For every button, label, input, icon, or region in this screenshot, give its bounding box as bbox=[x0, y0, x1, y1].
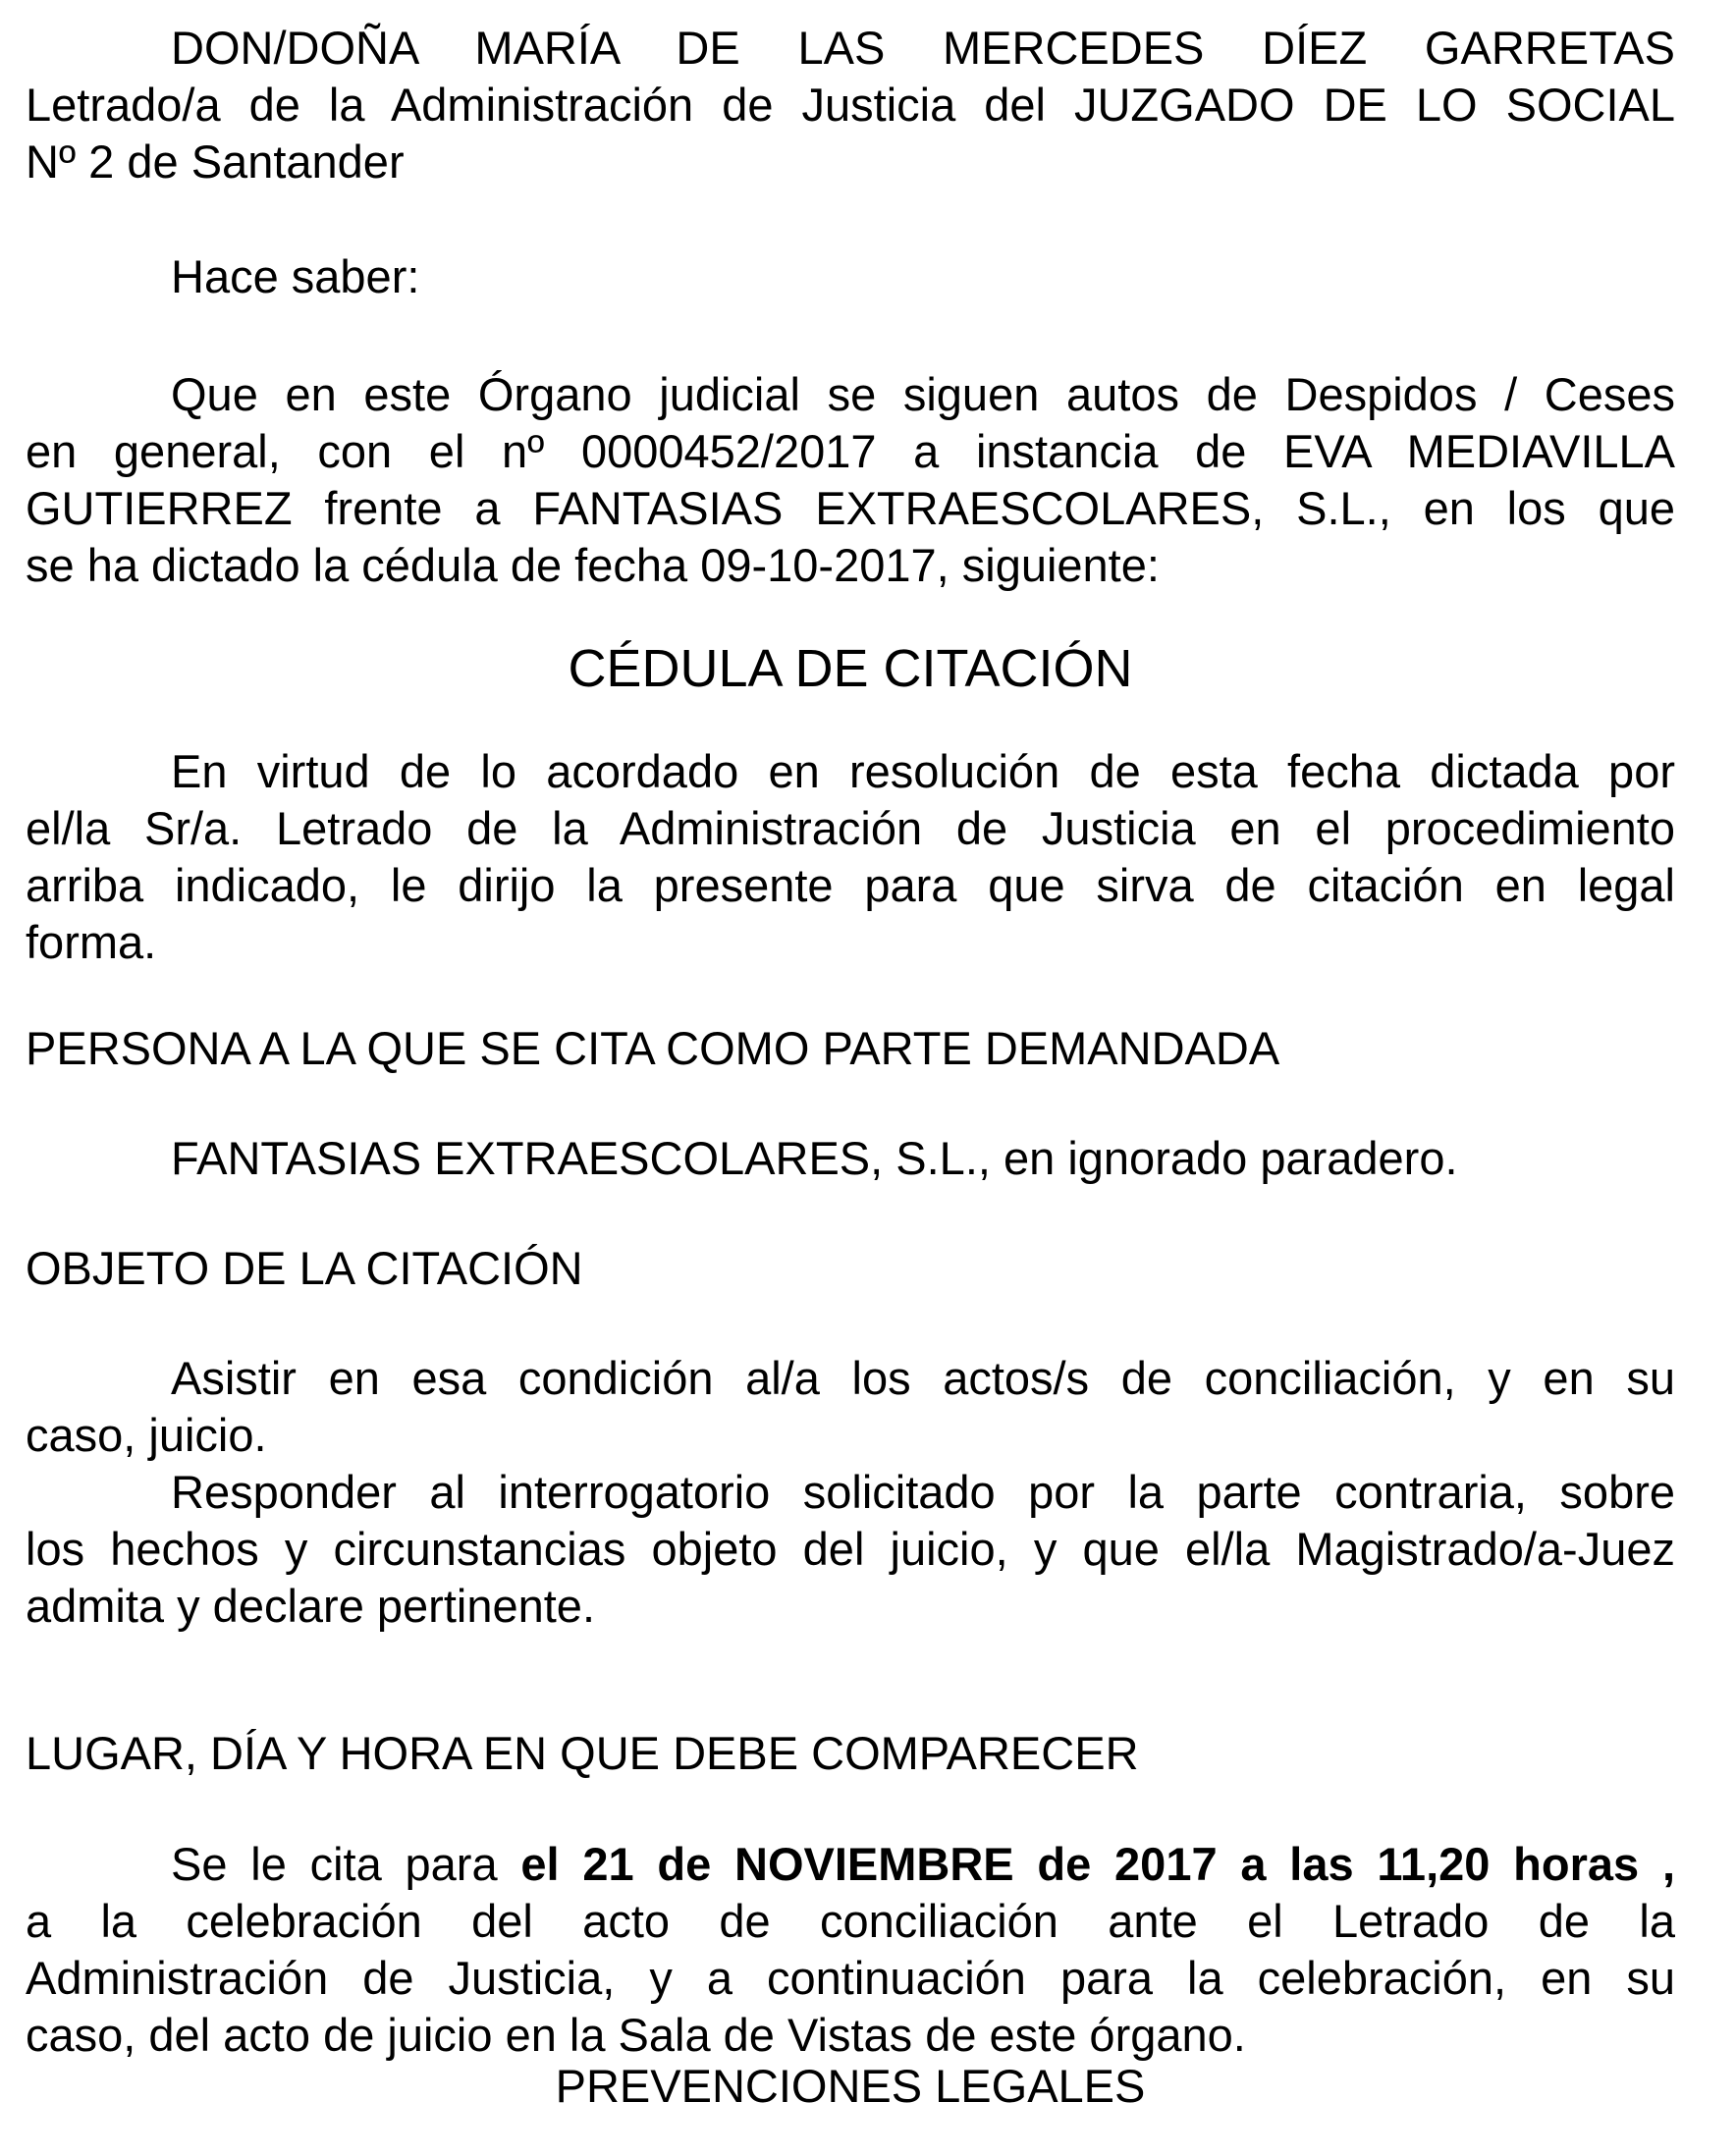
objeto-line: Responder al interrogatorio solicitado por la parte contraria, sobre bbox=[171, 1466, 1675, 1518]
prevenciones-heading: PREVENCIONES LEGALES bbox=[555, 2060, 1146, 2112]
objeto-paragraph-1 bbox=[26, 1350, 1675, 1464]
lugar-line: Administración de Justicia, y a continuación para la celebración, en su bbox=[26, 1952, 1675, 2004]
persona-text: FANTASIAS EXTRAESCOLARES, S.L., en ignorado paradero. bbox=[171, 1132, 1458, 1184]
objeto-line: los hechos y circunstancias objeto del juicio, y que el/la Magistrado/a-Juez bbox=[26, 1523, 1675, 1575]
hace-saber: Hace saber: bbox=[171, 250, 420, 302]
persona-heading: PERSONA A LA QUE SE CITA COMO PARTE DEMANDADA bbox=[26, 1022, 1280, 1074]
objeto-line: Asistir en esa condición al/a los actos/s de conciliación, y en su bbox=[171, 1352, 1675, 1404]
header-block bbox=[26, 20, 1675, 190]
intro-line: Que en este Órgano judicial se siguen autos de Despidos / Ceses bbox=[171, 368, 1675, 420]
virtud-line: forma. bbox=[26, 916, 157, 968]
objeto-heading: OBJETO DE LA CITACIÓN bbox=[26, 1242, 583, 1294]
virtud-line: En virtud de lo acordado en resolución de esta fecha dictada por bbox=[171, 745, 1675, 797]
intro-line: GUTIERREZ frente a FANTASIAS EXTRAESCOLARES, S.L., en los que bbox=[26, 482, 1675, 534]
intro-line: en general, con el nº 0000452/2017 a instancia de EVA MEDIAVILLA bbox=[26, 425, 1675, 477]
virtud-line: el/la Sr/a. Letrado de la Administración de Justicia en el procedimiento bbox=[26, 802, 1675, 854]
header-line: Letrado/a de la Administración de Justicia del JUZGADO DE LO SOCIAL bbox=[26, 79, 1675, 131]
objeto-paragraph-2 bbox=[26, 1464, 1675, 1635]
header-line: Nº 2 de Santander bbox=[26, 135, 405, 188]
document-title: CÉDULA DE CITACIÓN bbox=[568, 639, 1133, 698]
virtud-line: arriba indicado, le dirijo la presente para que sirva de citación en legal bbox=[26, 859, 1675, 911]
objeto-line: admita y declare pertinente. bbox=[26, 1580, 595, 1632]
lugar-line: caso, del acto de juicio en la Sala de Vistas de este órgano. bbox=[26, 2009, 1246, 2061]
intro-paragraph bbox=[26, 366, 1675, 594]
lugar-date-time: el 21 de NOVIEMBRE de 2017 a las 11,20 horas , bbox=[520, 1838, 1675, 1890]
intro-line: se ha dictado la cédula de fecha 09-10-2017, siguiente: bbox=[26, 539, 1160, 591]
lugar-paragraph bbox=[26, 1836, 1675, 2064]
lugar-prefix: Se le cita para bbox=[171, 1838, 521, 1890]
objeto-line: caso, juicio. bbox=[26, 1409, 267, 1461]
document-page bbox=[26, 20, 1675, 2115]
lugar-first-line bbox=[26, 1836, 1675, 1893]
lugar-heading: LUGAR, DÍA Y HORA EN QUE DEBE COMPARECER bbox=[26, 1727, 1139, 1779]
virtud-paragraph bbox=[26, 743, 1675, 971]
header-line: DON/DOÑA MARÍA DE LAS MERCEDES DÍEZ GARRETAS bbox=[171, 22, 1675, 74]
lugar-line: a la celebración del acto de conciliación ante el Letrado de la bbox=[26, 1895, 1675, 1947]
